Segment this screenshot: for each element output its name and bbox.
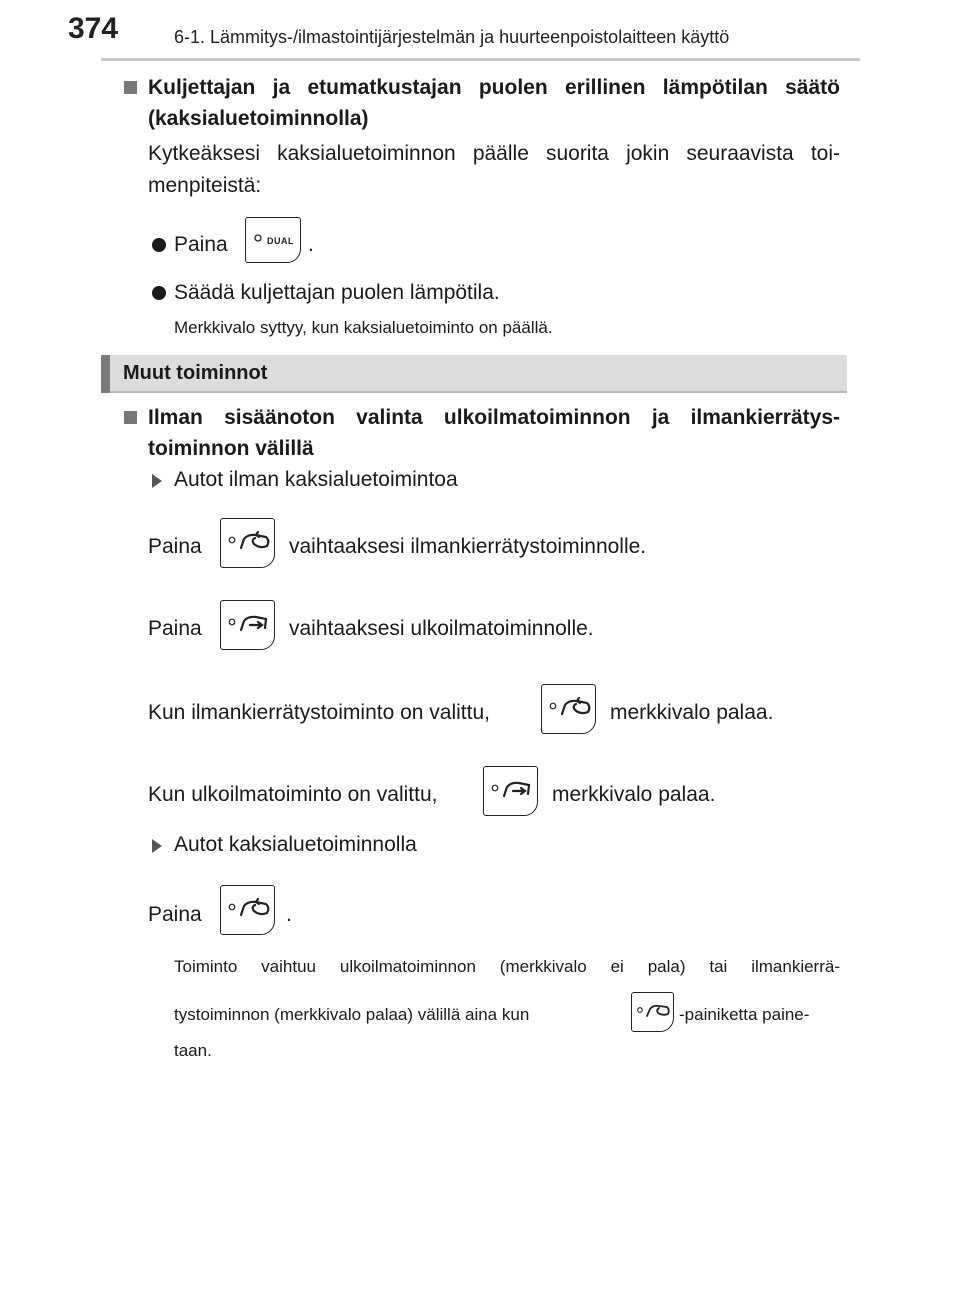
dual-intro-line2: menpiteistä: bbox=[148, 174, 262, 197]
toggle-note-line2-suffix: -painiketta paine- bbox=[679, 1005, 810, 1024]
fresh-instruction: vaihtaaksesi ulkoilmatoiminnolle. bbox=[289, 617, 594, 640]
fresh-air-icon bbox=[221, 601, 276, 651]
intake-heading-line2: toiminnon välillä bbox=[148, 437, 314, 460]
header-divider bbox=[101, 58, 860, 61]
dual-button-label: DUAL bbox=[267, 236, 294, 246]
bullet-adjust-temp: Säädä kuljettajan puolen lämpötila. bbox=[174, 281, 500, 304]
dual-note: Merkkivalo syttyy, kun kaksialuetoiminto on päällä. bbox=[174, 318, 553, 337]
triangle-bullet-icon bbox=[152, 839, 162, 853]
dual-intro-line1: Kytkeäksesi kaksialuetoiminnon päälle suorita jokin seuraavista toi- bbox=[148, 142, 840, 165]
paina-text: Paina bbox=[148, 617, 202, 640]
section-accent bbox=[101, 355, 110, 393]
recirculation-icon bbox=[542, 685, 597, 735]
fresh-air-button-icon bbox=[220, 600, 275, 650]
recirculation-icon bbox=[221, 519, 276, 569]
recirculation-icon bbox=[221, 886, 276, 936]
indicator-on-text: merkkivalo palaa. bbox=[552, 783, 716, 806]
page-number: 374 bbox=[68, 12, 119, 45]
recirc-selected-text: Kun ilmankierrätystoiminto on valittu, bbox=[148, 701, 490, 724]
fresh-selected-text: Kun ulkoilmatoiminto on valittu, bbox=[148, 783, 438, 806]
recirculation-button-icon bbox=[541, 684, 596, 734]
toggle-note-line1: Toiminto vaihtuu ulkoilmatoiminnon (merkkivalo ei pala) tai ilmankierrä- bbox=[174, 957, 840, 976]
dual-heading-line2: (kaksialuetoiminnolla) bbox=[148, 107, 369, 130]
section-title: Muut toiminnot bbox=[123, 362, 268, 384]
toggle-note-line3: taan. bbox=[174, 1041, 212, 1060]
recirc-instruction: vaihtaaksesi ilmankierrätystoiminnolle. bbox=[289, 535, 647, 558]
dot-bullet-icon bbox=[152, 286, 166, 300]
square-bullet-icon bbox=[124, 411, 137, 424]
section-header bbox=[101, 355, 847, 393]
square-bullet-icon bbox=[124, 81, 137, 94]
dual-heading-line1: Kuljettajan ja etumatkustajan puolen erillinen lämpötilan säätö bbox=[148, 76, 840, 99]
indicator-on-text: merkkivalo palaa. bbox=[610, 701, 774, 724]
air-intake-button-icon bbox=[631, 992, 674, 1032]
sub-heading-no-dual: Autot ilman kaksialuetoimintoa bbox=[174, 468, 458, 491]
intake-heading-line1: Ilman sisäänoton valinta ulkoilmatoiminnon ja ilmankierrätys- bbox=[148, 406, 840, 429]
line-period: . bbox=[286, 903, 292, 926]
dual-button-icon bbox=[245, 217, 301, 263]
sub-heading-dual: Autot kaksialuetoiminnolla bbox=[174, 833, 417, 856]
fresh-air-button-icon bbox=[483, 766, 538, 816]
paina-text: Paina bbox=[148, 903, 202, 926]
bullet-period: . bbox=[308, 233, 314, 256]
recirculation-icon bbox=[632, 993, 675, 1033]
recirculation-button-icon bbox=[220, 518, 275, 568]
chapter-title: 6-1. Lämmitys-/ilmastointijärjestelmän ja huurteenpoistolaitteen käyttö bbox=[174, 27, 730, 47]
triangle-bullet-icon bbox=[152, 474, 162, 488]
bullet-paina-text: Paina bbox=[174, 233, 228, 256]
paina-text: Paina bbox=[148, 535, 202, 558]
toggle-note-line2: tystoiminnon (merkkivalo palaa) välillä aina kun bbox=[174, 1005, 530, 1024]
air-intake-button-icon bbox=[220, 885, 275, 935]
dot-bullet-icon bbox=[152, 238, 166, 252]
fresh-air-icon bbox=[484, 767, 539, 817]
